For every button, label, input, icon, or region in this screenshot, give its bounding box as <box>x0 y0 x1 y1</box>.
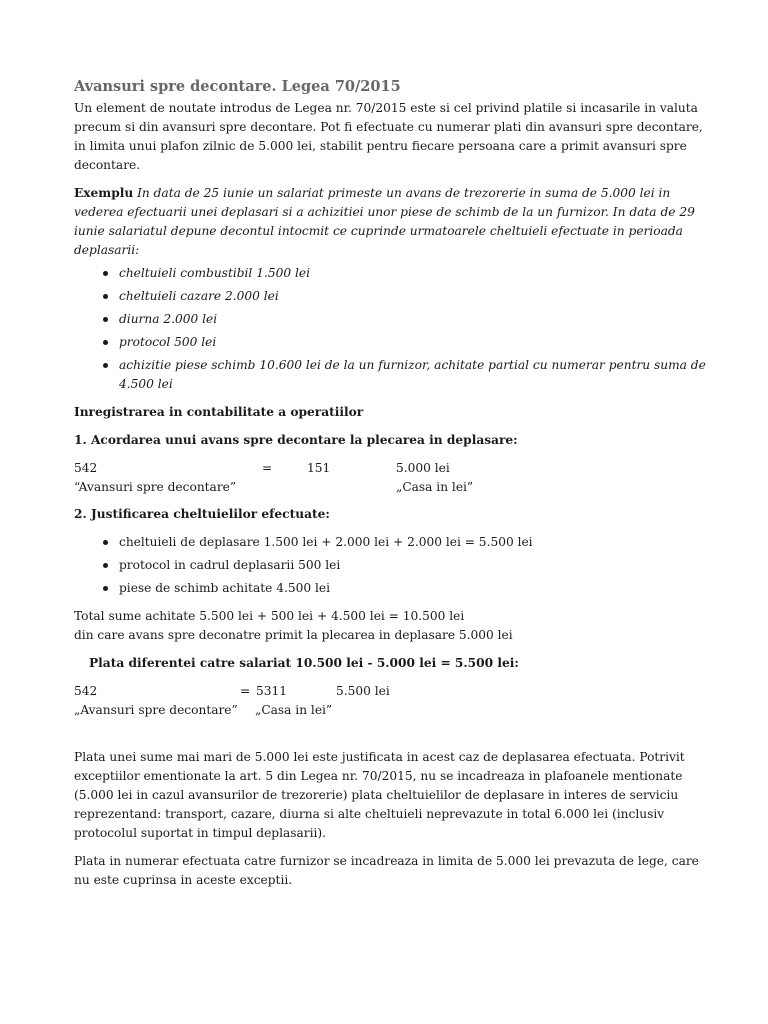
section-heading: Inregistrarea in contabilitate a operatiilor <box>74 405 364 419</box>
entry-amount: 5.500 lei <box>336 684 390 698</box>
total-line: Total sume achitate 5.500 lei + 500 lei + 4.500 lei = 10.500 lei <box>74 609 465 623</box>
list-item: diurna 2.000 lei <box>74 310 706 329</box>
equals-sign: = <box>240 684 251 698</box>
list-item: piese de schimb achitate 4.500 lei <box>74 579 706 598</box>
example-text: In data de 25 iunie un salariat primeste un avans de trezorerie in suma de 5.000 lei in vederea efectuarii unei deplasari si a achizitiei unor piese de schimb de la un furnizor. In data de 29 iunie salariatul depune decontul intocmit ce cuprinde urmatoarele cheltuieli efectuate in perioada deplasarii: <box>74 186 695 257</box>
entry-amount: 5.000 lei <box>396 461 450 475</box>
credit-account: 5311 <box>256 684 288 698</box>
debit-account: 542 <box>74 684 98 698</box>
spacer <box>74 728 706 748</box>
credit-account-name: „Casa in lei” <box>396 480 474 494</box>
justification-list <box>74 533 706 598</box>
debit-account: 542 <box>74 461 98 475</box>
credit-account: 151 <box>307 461 331 475</box>
expense-list <box>74 264 706 394</box>
document-page <box>74 76 706 890</box>
list-item: achizitie piese schimb 10.600 lei de la un furnizor, achitate partial cu numerar pentru suma de 4.500 lei <box>74 356 706 394</box>
document-title: Avansuri spre decontare. Legea 70/2015 <box>74 78 401 95</box>
example-paragraph <box>74 184 706 260</box>
list-item: protocol 500 lei <box>74 333 706 352</box>
step2-heading: 2. Justificarea cheltuielilor efectuate: <box>74 507 330 521</box>
equals-sign: = <box>262 461 273 475</box>
payment-heading: Plata diferentei catre salariat 10.500 lei - 5.000 lei = 5.500 lei: <box>89 656 519 670</box>
debit-account-name: „Avansuri spre decontare” <box>74 703 238 717</box>
payment-accounting-entry <box>74 682 706 720</box>
debit-account-name: “Avansuri spre decontare” <box>74 480 237 494</box>
list-item: cheltuieli cazare 2.000 lei <box>74 287 706 306</box>
example-label: Exemplu <box>74 186 134 200</box>
list-item: protocol in cadrul deplasarii 500 lei <box>74 556 706 575</box>
step1-heading: 1. Acordarea unui avans spre decontare la plecarea in deplasare: <box>74 433 518 447</box>
step1-accounting-entry <box>74 459 706 497</box>
intro-paragraph: Un element de noutate introdus de Legea nr. 70/2015 este si cel privind platile si incasarile in valuta precum si din avansuri spre decontare. Pot fi efectuate cu numerar plati din avansuri spre decontare, in limita unui plafon zilnic de 5.000 lei, stabilit pentru fiecare persoana care a primit avansuri spre decontare. <box>74 101 703 172</box>
list-item: cheltuieli de deplasare 1.500 lei + 2.000 lei + 2.000 lei = 5.500 lei <box>74 533 706 552</box>
conclusion-paragraph-2: Plata in numerar efectuata catre furnizor se incadreaza in limita de 5.000 lei prevazuta de lege, care nu este cuprinsa in aceste exceptii. <box>74 854 699 887</box>
list-item: cheltuieli combustibil 1.500 lei <box>74 264 706 283</box>
advance-line: din care avans spre deconatre primit la plecarea in deplasare 5.000 lei <box>74 628 513 642</box>
credit-account-name: „Casa in lei” <box>255 703 333 717</box>
conclusion-paragraph-1: Plata unei sume mai mari de 5.000 lei este justificata in acest caz de deplasarea efectuata. Potrivit exceptiilor ementionate la art. 5 din Legea nr. 70/2015, nu se incadreaza in plafoanele mentionate (5.000 lei in cazul avansurilor de trezorerie) plata cheltuielilor de deplasare in interes de serviciu reprezentand: transport, cazare, diurna si alte cheltuieli neprevazute in total 6.000 lei (inclusiv protocolul suportat in timpul deplasarii). <box>74 750 685 840</box>
